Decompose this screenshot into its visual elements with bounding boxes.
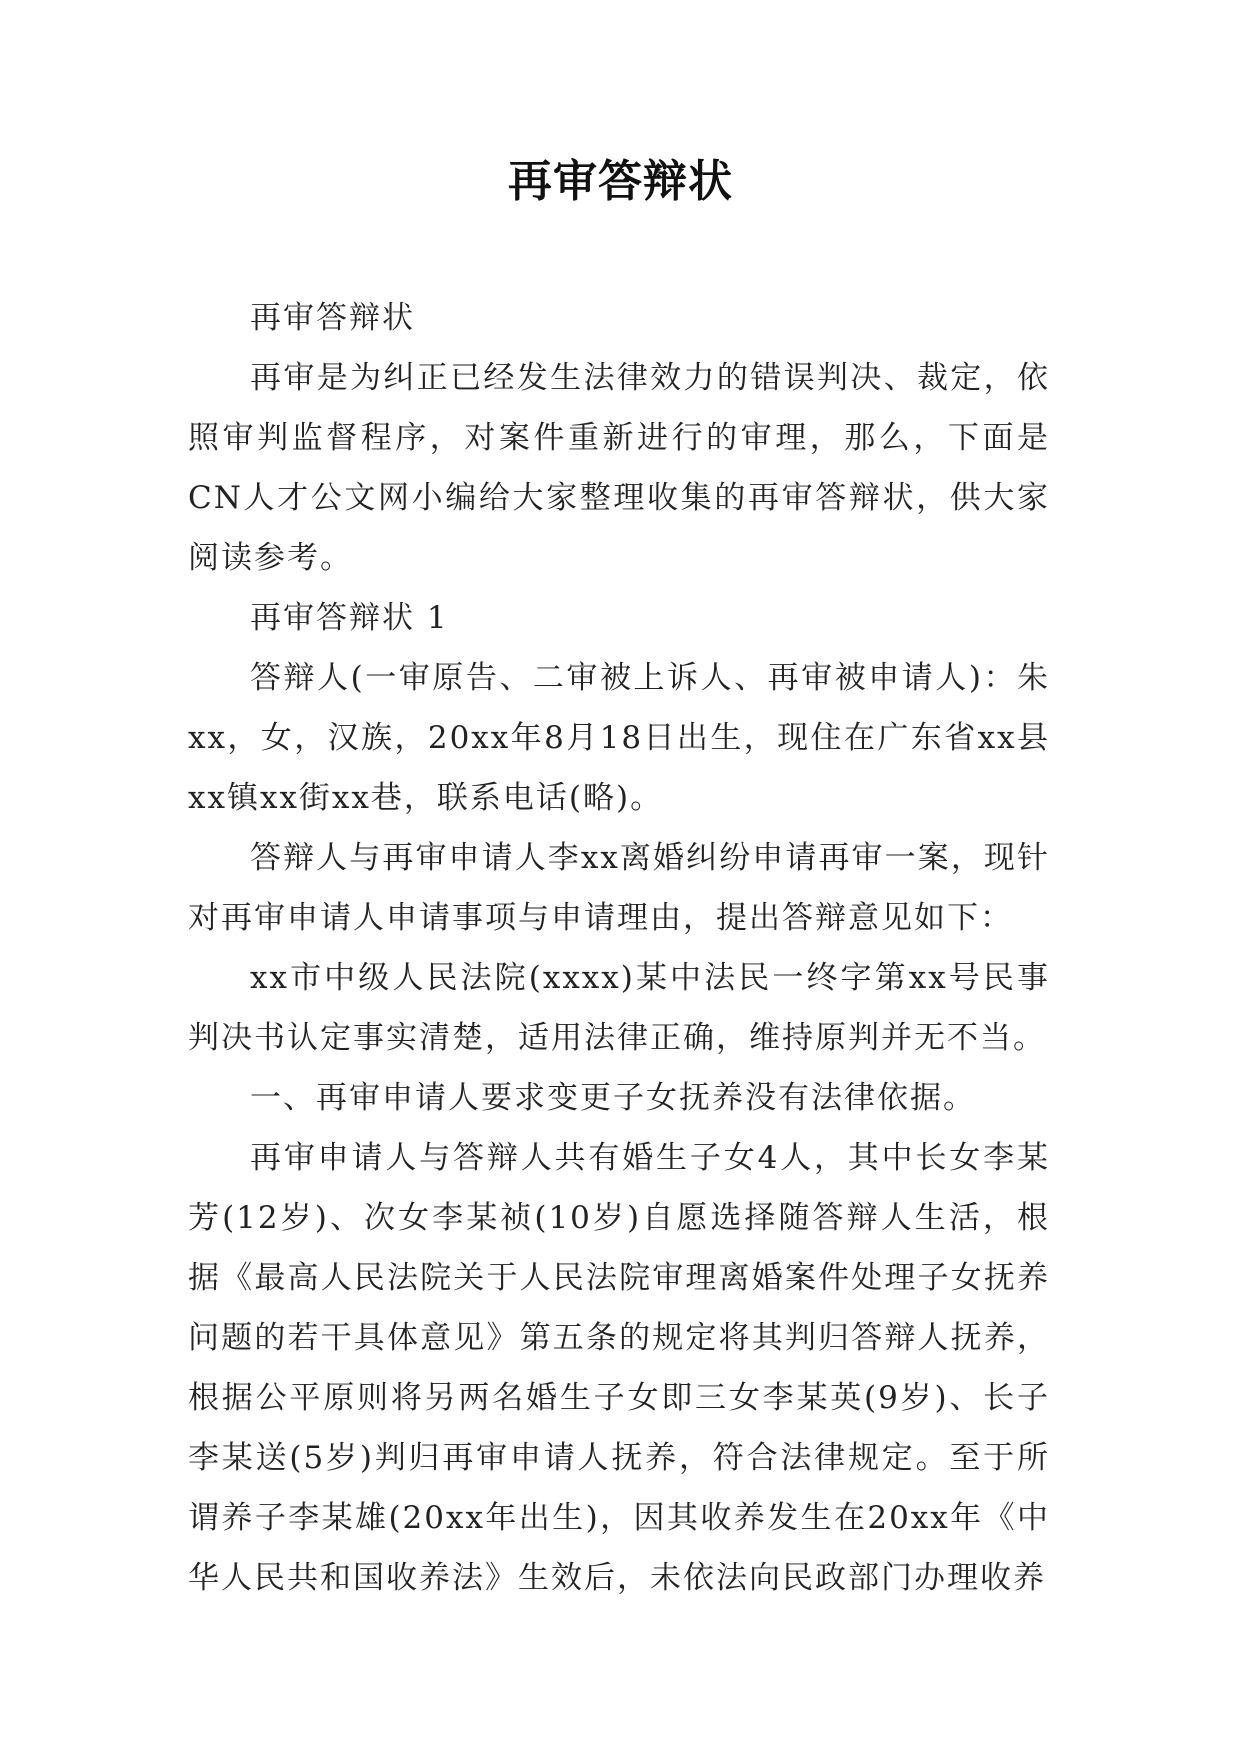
document-body xyxy=(188,288,1050,1608)
paragraph-section-heading: 再审答辩状 1 xyxy=(250,600,449,636)
paragraph-subtitle: 再审答辩状 xyxy=(250,300,415,336)
paragraph-intro: 再审是为纠正已经发生法律效力的错误判决、裁定，依照审判监督程序，对案件重新进行的审理，那么，下面是CN人才公文网小编给大家整理收集的再审答辩状，供大家阅读参考。 xyxy=(188,360,1050,576)
document-title: 再审答辩状 xyxy=(508,156,733,207)
paragraph-custody-argument: 再审申请人与答辩人共有婚生子女4人，其中长女李某芳(12岁)、次女李某祯(10岁)自愿选择随答辩人生活，根据《最高人民法院关于人民法院审理离婚案件处理子女抚养问题的若干具体意见》第五条的规定将其判归答辩人抚养，根据公平原则将另两名婚生子女即三女李某英(9岁)、长子李某送(5岁)判归再审申请人抚养，符合法律规定。至于所谓养子李某雄(20xx年出生)，因其收养发生在20xx年《中华人民共和国收养法》生效后，未依法向民政部门办理收养 xyxy=(188,1140,1050,1596)
paragraph-point-one: 一、再审申请人要求变更子女抚养没有法律依据。 xyxy=(250,1080,976,1116)
paragraph-case-summary: 答辩人与再审申请人李xx离婚纠纷申请再审一案，现针对再审申请人申请事项与申请理由，提出答辩意见如下： xyxy=(188,840,1050,936)
paragraph-respondent-info: 答辩人(一审原告、二审被上诉人、再审被申请人)：朱xx，女，汉族，20xx年8月18日出生，现住在广东省xx县xx镇xx街xx巷，联系电话(略)。 xyxy=(188,660,1050,816)
paragraph-judgment-statement: xx市中级人民法院(xxxx)某中法民一终字第xx号民事判决书认定事实清楚，适用法律正确，维持原判并无不当。 xyxy=(188,960,1050,1056)
